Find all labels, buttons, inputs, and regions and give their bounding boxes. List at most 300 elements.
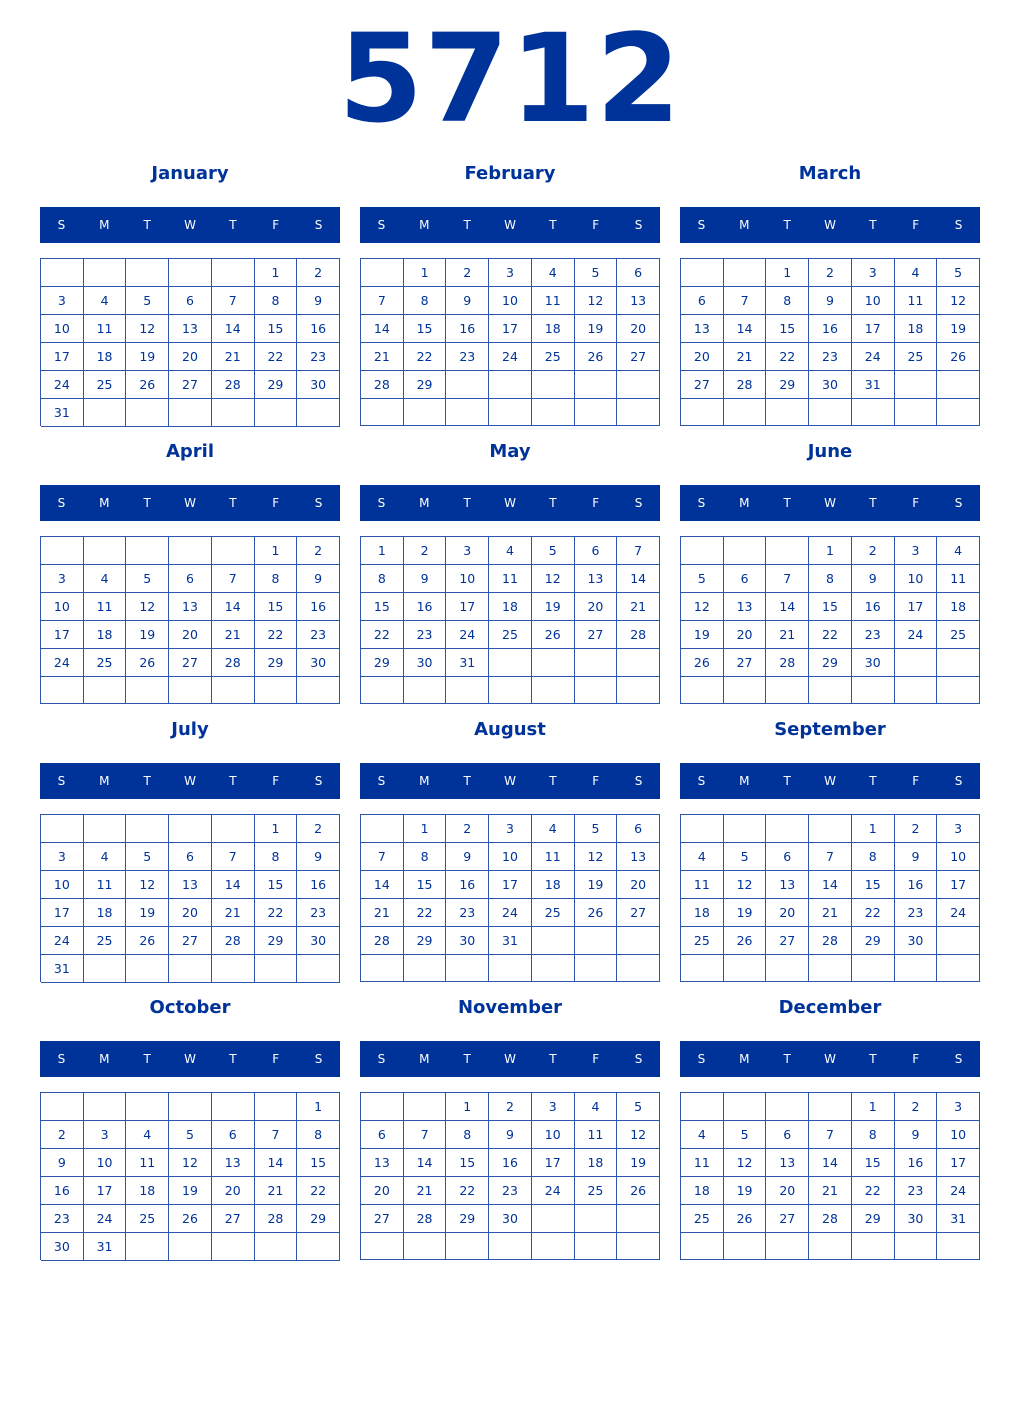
day-cell: 11 [84,593,127,621]
day-cell [895,649,938,677]
day-cell: 7 [212,287,255,315]
weekday-label: F [272,774,280,788]
weekday-label: S [954,218,963,232]
day-cell: 19 [724,899,767,927]
day-cell [212,1093,255,1121]
day-cell [575,649,618,677]
weekday-label: T [229,774,237,788]
day-cell: 21 [212,899,255,927]
day-cell: 10 [489,843,532,871]
day-cell [617,955,660,982]
day-cell: 26 [126,927,169,955]
weekday-header [680,207,980,243]
weekday-label: T [463,218,471,232]
day-cell [361,259,404,287]
day-cell: 7 [766,565,809,593]
day-cell: 31 [446,649,489,677]
day-cell: 17 [489,315,532,343]
day-cell: 17 [852,315,895,343]
day-cell: 11 [681,871,724,899]
day-cell [446,399,489,426]
day-cell: 23 [297,899,340,927]
day-cell: 5 [169,1121,212,1149]
weekday-label: T [143,1052,151,1066]
day-cell [617,649,660,677]
day-cell: 3 [532,1093,575,1121]
day-cell: 16 [489,1149,532,1177]
day-cell: 8 [297,1121,340,1149]
day-cell: 24 [852,343,895,371]
day-cell: 25 [532,899,575,927]
day-cell: 26 [169,1205,212,1233]
weekday-label: S [314,1052,323,1066]
weekday-label: T [549,774,557,788]
day-cell: 20 [766,1177,809,1205]
weekday-label: T [143,496,151,510]
month-december [680,994,980,1272]
day-cell: 8 [809,565,852,593]
day-cell: 3 [489,815,532,843]
weekday-label: T [783,774,791,788]
day-cell [532,399,575,426]
day-cell: 7 [404,1121,447,1149]
day-cell: 11 [532,843,575,871]
day-cell [895,1233,938,1260]
day-cell: 24 [41,649,84,677]
day-cell: 1 [852,1093,895,1121]
day-cell: 3 [41,287,84,315]
day-cell [41,537,84,565]
day-cell: 12 [575,287,618,315]
weekday-label: F [912,218,920,232]
day-cell [212,677,255,704]
day-cell: 26 [937,343,980,371]
day-cell: 5 [575,815,618,843]
day-cell: 19 [575,871,618,899]
day-cell: 19 [937,315,980,343]
day-cell: 15 [404,315,447,343]
weekday-label: S [697,218,706,232]
day-cell: 19 [575,315,618,343]
day-cell: 10 [41,871,84,899]
day-cell [617,677,660,704]
day-cell: 4 [681,1121,724,1149]
day-cell: 6 [212,1121,255,1149]
day-cell: 27 [169,927,212,955]
day-cell: 22 [852,1177,895,1205]
day-cell: 11 [575,1121,618,1149]
day-cell: 4 [681,843,724,871]
month-name: July [171,719,209,740]
month-name: December [778,997,882,1018]
day-cell: 21 [361,343,404,371]
day-cell [404,1233,447,1260]
day-cell [724,399,767,426]
day-cell: 15 [404,871,447,899]
day-cell: 11 [681,1149,724,1177]
day-cell: 31 [852,371,895,399]
day-cell: 14 [809,1149,852,1177]
day-cell: 29 [404,371,447,399]
day-cell: 27 [212,1205,255,1233]
day-cell [446,371,489,399]
day-cell: 27 [724,649,767,677]
day-cell: 26 [532,621,575,649]
day-cell [212,1233,255,1261]
day-cell: 29 [766,371,809,399]
day-cell: 2 [404,537,447,565]
day-cell [532,1205,575,1233]
day-cell: 25 [84,371,127,399]
day-cell: 22 [404,343,447,371]
day-cell [895,677,938,704]
weekday-label: M [739,774,750,788]
day-grid [680,814,980,982]
day-cell [297,677,340,704]
day-cell: 22 [361,621,404,649]
day-cell: 8 [255,287,298,315]
day-cell: 4 [937,537,980,565]
day-cell: 5 [532,537,575,565]
day-cell [852,677,895,704]
weekday-label: S [314,774,323,788]
month-august [360,716,660,994]
day-cell: 12 [126,593,169,621]
day-cell: 20 [212,1177,255,1205]
day-cell: 29 [446,1205,489,1233]
day-cell: 8 [361,565,404,593]
weekday-label: W [824,1052,836,1066]
weekday-label: W [504,496,516,510]
day-cell: 18 [84,899,127,927]
weekday-label: F [592,218,600,232]
day-cell: 2 [446,259,489,287]
day-cell [766,537,809,565]
day-cell: 5 [937,259,980,287]
day-cell: 6 [361,1121,404,1149]
weekday-label: F [912,774,920,788]
day-cell: 11 [895,287,938,315]
day-cell: 19 [126,621,169,649]
day-cell: 28 [404,1205,447,1233]
month-march [680,160,980,438]
weekday-label: S [634,774,643,788]
day-cell: 14 [809,871,852,899]
day-cell: 5 [126,565,169,593]
day-cell: 16 [809,315,852,343]
day-cell [169,1093,212,1121]
day-cell: 8 [852,843,895,871]
day-cell: 24 [41,371,84,399]
weekday-label: S [634,496,643,510]
day-cell: 18 [681,1177,724,1205]
day-cell: 7 [724,287,767,315]
day-cell [681,955,724,982]
day-cell: 26 [724,927,767,955]
day-cell: 15 [809,593,852,621]
weekday-label: S [697,1052,706,1066]
day-cell: 27 [575,621,618,649]
day-cell: 21 [617,593,660,621]
day-cell [255,1233,298,1261]
day-cell: 11 [532,287,575,315]
day-cell [617,371,660,399]
day-cell: 1 [255,537,298,565]
day-cell: 2 [41,1121,84,1149]
day-cell: 18 [532,315,575,343]
month-name: January [151,163,229,184]
day-cell [809,955,852,982]
day-cell: 27 [361,1205,404,1233]
day-cell [681,1233,724,1260]
day-cell [895,955,938,982]
day-cell: 5 [724,1121,767,1149]
day-cell [809,677,852,704]
day-grid [40,814,340,982]
day-cell: 19 [169,1177,212,1205]
day-cell [255,677,298,704]
day-cell: 20 [169,343,212,371]
day-cell [532,1233,575,1260]
day-cell: 3 [489,259,532,287]
day-cell: 1 [404,815,447,843]
day-cell: 20 [617,315,660,343]
day-cell [852,399,895,426]
day-cell: 21 [361,899,404,927]
day-cell: 16 [852,593,895,621]
day-cell: 18 [895,315,938,343]
day-cell: 20 [724,621,767,649]
day-cell: 4 [575,1093,618,1121]
day-cell: 28 [255,1205,298,1233]
weekday-header [360,485,660,521]
day-cell: 14 [361,315,404,343]
weekday-label: S [314,496,323,510]
day-cell: 24 [895,621,938,649]
day-cell [532,927,575,955]
day-cell [681,399,724,426]
day-cell: 4 [84,843,127,871]
day-cell: 13 [617,843,660,871]
day-cell: 31 [937,1205,980,1233]
day-cell: 6 [169,287,212,315]
day-cell [212,259,255,287]
weekday-label: M [419,218,430,232]
weekday-label: M [99,1052,110,1066]
day-cell: 15 [852,1149,895,1177]
day-cell: 10 [937,1121,980,1149]
day-cell: 19 [617,1149,660,1177]
day-cell: 10 [446,565,489,593]
day-cell: 17 [489,871,532,899]
day-cell: 1 [297,1093,340,1121]
day-cell [895,399,938,426]
month-name: April [165,441,215,462]
day-cell: 17 [41,899,84,927]
day-cell [937,371,980,399]
weekday-label: S [377,496,386,510]
day-cell: 2 [297,259,340,287]
day-cell: 16 [446,871,489,899]
day-cell: 13 [169,315,212,343]
day-grid [360,1092,660,1260]
day-cell [617,927,660,955]
day-cell: 12 [617,1121,660,1149]
day-cell: 15 [255,315,298,343]
day-cell [532,371,575,399]
day-cell: 27 [766,927,809,955]
day-cell: 13 [766,871,809,899]
weekday-label: T [869,1052,877,1066]
day-cell [126,537,169,565]
day-cell [404,677,447,704]
day-cell: 26 [126,649,169,677]
day-grid [680,536,980,704]
day-cell: 21 [766,621,809,649]
day-cell: 29 [404,927,447,955]
day-cell: 16 [446,315,489,343]
day-cell [169,815,212,843]
day-cell: 5 [126,843,169,871]
day-cell: 9 [489,1121,532,1149]
day-cell: 15 [255,593,298,621]
month-april [40,438,340,716]
weekday-label: T [783,1052,791,1066]
day-cell: 25 [126,1205,169,1233]
day-cell: 22 [255,343,298,371]
day-cell: 18 [681,899,724,927]
day-cell: 6 [169,843,212,871]
weekday-header [40,1041,340,1077]
day-cell: 4 [532,259,575,287]
day-cell [84,1093,127,1121]
weekday-header [360,763,660,799]
day-cell: 6 [681,287,724,315]
day-cell: 16 [297,315,340,343]
day-cell: 25 [681,1205,724,1233]
day-cell: 2 [489,1093,532,1121]
day-cell: 25 [575,1177,618,1205]
weekday-header [680,763,980,799]
weekday-label: T [229,218,237,232]
weekday-label: W [504,218,516,232]
day-cell: 22 [809,621,852,649]
day-cell: 14 [212,871,255,899]
day-cell: 1 [766,259,809,287]
day-cell [255,1093,298,1121]
day-cell: 31 [41,955,84,983]
day-cell [169,537,212,565]
day-cell [724,1093,767,1121]
day-cell: 5 [617,1093,660,1121]
day-cell [575,1205,618,1233]
day-cell: 30 [297,371,340,399]
day-cell: 28 [361,371,404,399]
day-grid [40,536,340,704]
day-cell: 11 [84,315,127,343]
month-july [40,716,340,994]
day-cell: 7 [212,843,255,871]
day-cell [41,815,84,843]
weekday-label: T [229,496,237,510]
day-cell: 18 [126,1177,169,1205]
day-cell: 28 [212,371,255,399]
day-cell: 8 [404,287,447,315]
day-cell: 1 [852,815,895,843]
weekday-label: F [592,496,600,510]
day-cell: 30 [852,649,895,677]
day-cell [532,677,575,704]
day-cell: 9 [446,843,489,871]
day-cell: 27 [169,371,212,399]
day-cell [809,1093,852,1121]
day-cell: 10 [41,593,84,621]
day-cell: 20 [766,899,809,927]
day-cell: 10 [41,315,84,343]
day-cell: 12 [681,593,724,621]
day-cell [126,1233,169,1261]
day-cell: 13 [575,565,618,593]
weekday-label: M [419,1052,430,1066]
day-cell: 19 [681,621,724,649]
day-cell: 17 [446,593,489,621]
day-cell: 6 [617,259,660,287]
day-cell [361,955,404,982]
day-cell: 30 [297,649,340,677]
day-cell: 15 [297,1149,340,1177]
day-cell [575,677,618,704]
day-cell: 1 [809,537,852,565]
day-cell: 14 [617,565,660,593]
day-cell: 9 [297,565,340,593]
day-cell: 4 [532,815,575,843]
weekday-label: W [504,1052,516,1066]
day-cell: 24 [532,1177,575,1205]
day-cell: 20 [361,1177,404,1205]
day-cell [617,1233,660,1260]
day-cell: 15 [446,1149,489,1177]
day-cell [404,399,447,426]
weekday-label: S [377,1052,386,1066]
day-cell: 21 [404,1177,447,1205]
day-cell [724,815,767,843]
day-cell [852,1233,895,1260]
weekday-label: S [57,496,66,510]
day-cell: 3 [84,1121,127,1149]
weekday-label: W [184,496,196,510]
day-cell: 12 [575,843,618,871]
day-cell [766,399,809,426]
day-cell: 8 [446,1121,489,1149]
day-cell: 1 [446,1093,489,1121]
day-cell [937,1233,980,1260]
day-grid [40,258,340,426]
day-cell: 8 [852,1121,895,1149]
day-cell: 4 [489,537,532,565]
day-cell [681,677,724,704]
day-cell: 22 [255,621,298,649]
day-cell: 28 [212,649,255,677]
day-cell: 17 [532,1149,575,1177]
day-cell [84,815,127,843]
day-cell: 30 [895,927,938,955]
day-cell [617,399,660,426]
day-cell: 29 [809,649,852,677]
day-cell: 3 [41,843,84,871]
day-cell: 13 [361,1149,404,1177]
day-cell: 12 [724,1149,767,1177]
month-name: October [149,997,231,1018]
